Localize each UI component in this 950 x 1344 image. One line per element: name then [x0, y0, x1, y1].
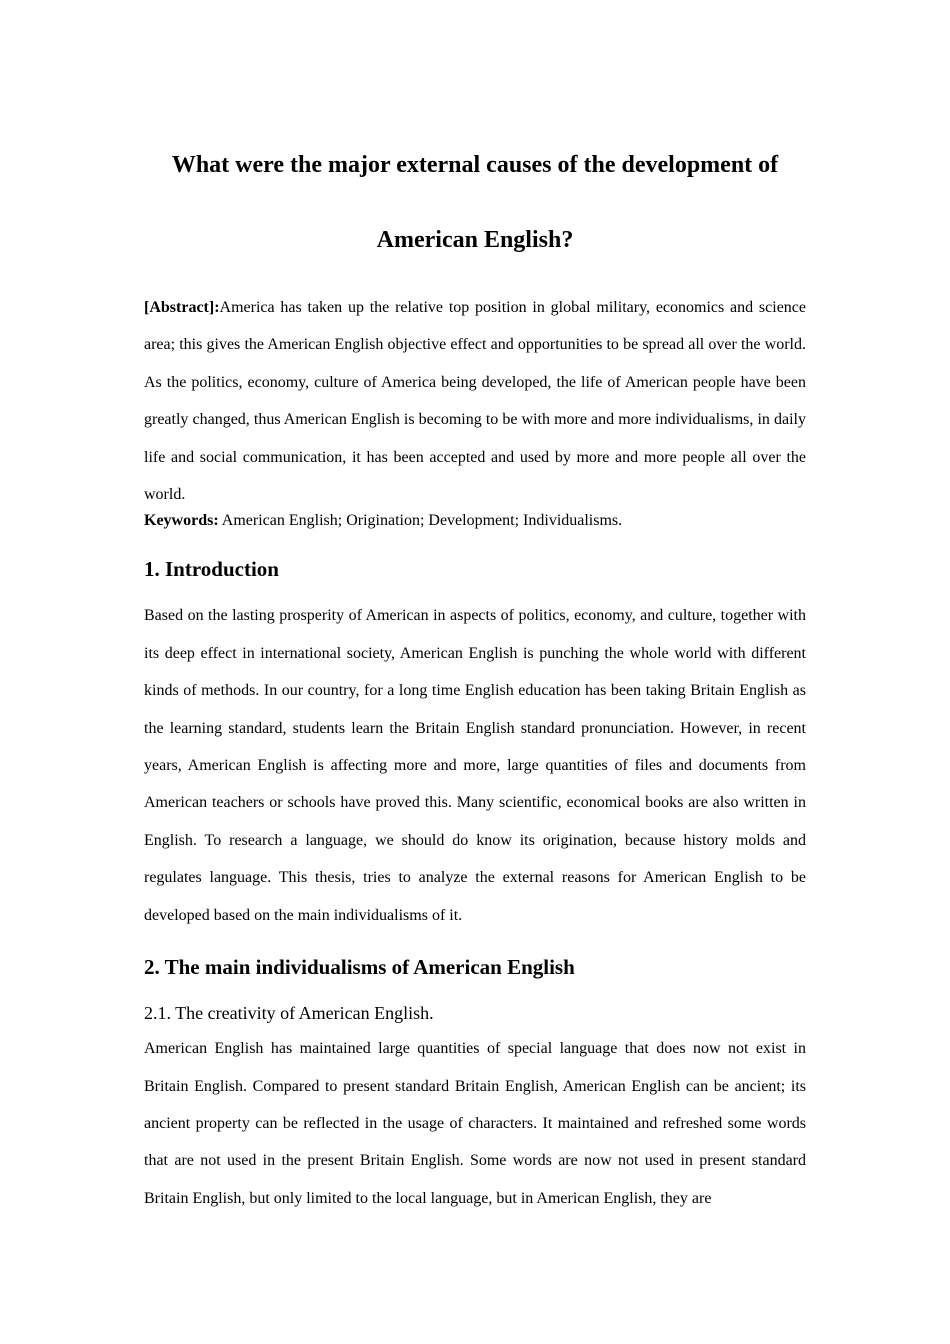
abstract-paragraph: [144, 289, 806, 513]
keywords-label: Keywords:: [144, 512, 219, 530]
section-heading-introduction: 1. Introduction: [144, 557, 279, 582]
keywords-text: American English; Origination; Development; Individualisms.: [218, 512, 623, 530]
abstract-label: [Abstract]:: [144, 299, 220, 316]
document-title: What were the major external causes of the development of American English?: [171, 152, 779, 253]
abstract-text: America has taken up the relative top position in global military, economics and science area; this gives the American English objective effect and opportunities to be spread all over the world. As the politics, economy, culture of America being developed, the life of American people have been greatly changed, thus American English is becoming to be with more and more individualisms, in daily life and social communication, it has been accepted and used by more and more people all over the world.: [144, 299, 806, 504]
introduction-paragraph: Based on the lasting prosperity of American in aspects of politics, economy, and culture, together with its deep effect in international society, American English is punching the whole world with different kinds of methods. In our country, for a long time English education has been taking Britain English as the learning standard, students learn the Britain English standard pronunciation. However, in recent years, American English is affecting more and more, large quantities of files and documents from American teachers or schools have proved this. Many scientific, economical books are also written in English. To research a language, we should do know its origination, because history molds and regulates language. This thesis, tries to analyze the external reasons for American English to be developed based on the main individualisms of it.: [144, 607, 806, 924]
creativity-paragraph: American English has maintained large quantities of special language that does now not exist in Britain English. Compared to present standard Britain English, American English can be ancient; its ancient property can be reflected in the usage of characters. It maintained and refreshed some words that are not used in the present Britain English. Some words are now not used in present standard Britain English, but only limited to the local language, but in American English, they are: [144, 1040, 806, 1207]
subsection-heading-creativity: 2.1. The creativity of American English.: [144, 1003, 434, 1024]
keywords-line: [144, 509, 806, 533]
document-content: [144, 128, 806, 1217]
section-heading-individualisms: 2. The main individualisms of American English: [144, 955, 575, 980]
